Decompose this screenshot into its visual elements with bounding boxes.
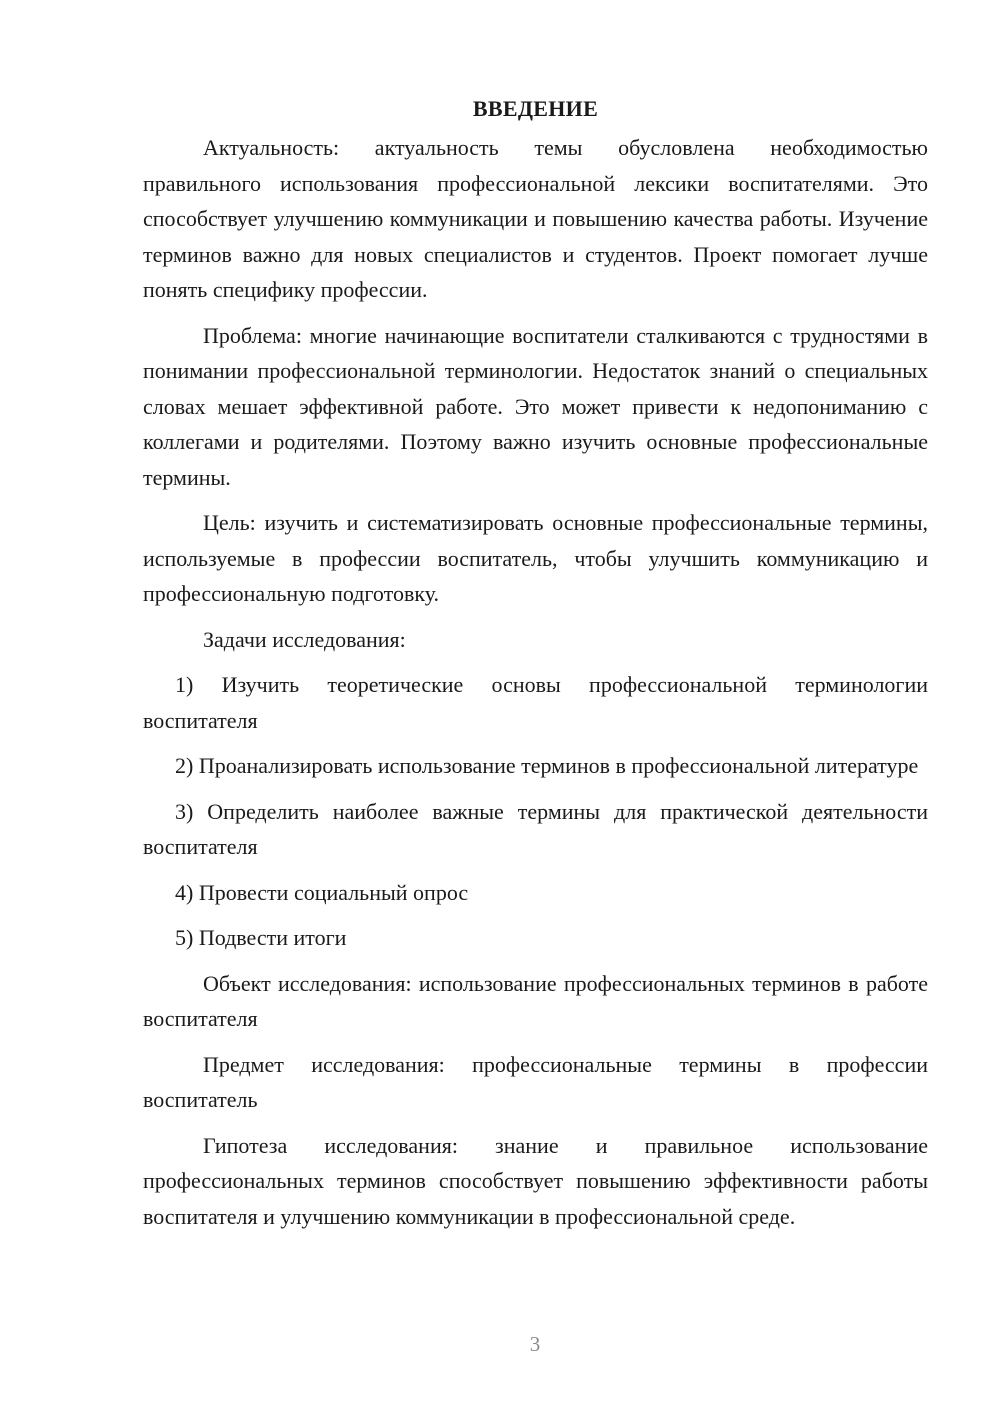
section-title: ВВЕДЕНИЕ bbox=[472, 96, 599, 121]
paragraph-subject: Предмет исследования: профессиональные термины в профессии воспитатель bbox=[143, 1051, 928, 1112]
page-number: 3 bbox=[529, 1332, 541, 1356]
paragraph-relevance: Актуальность: актуальность темы обусловлена необходимостью правильного использования профессиональной лексики воспитателями. Это способствует улучшению коммуникации и повышению качества работы. Изучение терминов важно для новых специалистов и студентов. Проект помогает лучше понять специфику профессии. bbox=[143, 135, 928, 302]
paragraph-goal: Цель: изучить и систематизировать основные профессиональные термины, используемые в профессии воспитатель, чтобы улучшить коммуникацию и профессиональную подготовку. bbox=[143, 510, 928, 606]
paragraph-tasks-heading: Задачи исследования: bbox=[203, 626, 406, 652]
task-item-2: 2) Проанализировать использование терминов в профессиональной литературе bbox=[175, 753, 919, 778]
task-item-3: 3) Определить наиболее важные термины для практической деятельности воспитателя bbox=[143, 798, 928, 859]
task-item-1: 1) Изучить теоретические основы профессиональной терминологии воспитателя bbox=[143, 672, 928, 733]
task-item-4: 4) Провести социальный опрос bbox=[175, 879, 469, 905]
paragraph-hypothesis: Гипотеза исследования: знание и правильное использование профессиональных терминов способствует повышению эффективности работы воспитателя и улучшению коммуникации в профессиональной среде. bbox=[143, 1132, 928, 1229]
paragraph-problem: Проблема: многие начинающие воспитатели сталкиваются с трудностями в понимании профессиональной терминологии. Недостаток знаний о специальных словах мешает эффективной работе. Это может привести к недопониманию с коллегами и родителями. Поэтому важно изучить основные профессиональные термины. bbox=[143, 322, 928, 490]
document-page bbox=[143, 92, 928, 1244]
task-item-5: 5) Подвести итоги bbox=[175, 925, 347, 950]
paragraph-object: Объект исследования: использование профессиональных терминов в работе воспитателя bbox=[143, 970, 928, 1031]
